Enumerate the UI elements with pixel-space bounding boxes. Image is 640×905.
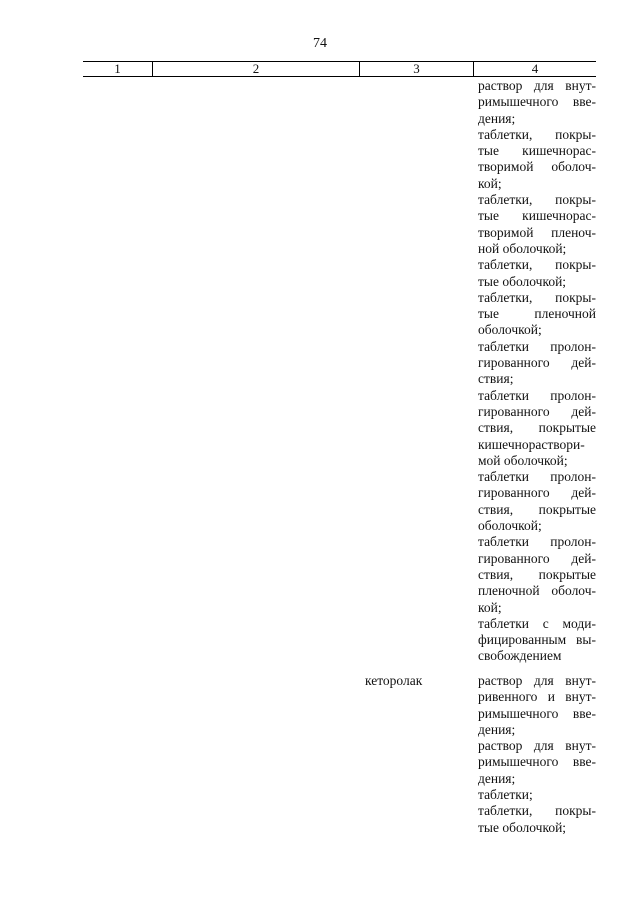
header-col-3: 3 [413, 61, 420, 76]
text-line: фицированным вы- [478, 632, 596, 648]
text-line: тые кишечнорас- [478, 208, 596, 224]
text-line: римышечного вве- [478, 754, 596, 770]
text-line: гированного дей- [478, 550, 596, 566]
text-line: таблетки пролон- [478, 338, 596, 354]
text-line: ствия, покрытые [478, 501, 596, 517]
text-line: гированного дей- [478, 403, 596, 419]
text-line: тые оболочкой; [478, 819, 567, 835]
ketorolac-dosage-forms [478, 673, 596, 836]
text-line: свобождением [478, 648, 562, 664]
text-line: таблетки; [478, 787, 533, 803]
text-line: ной оболочкой; [478, 240, 567, 256]
page-number: 74 [313, 36, 327, 51]
header-col-1: 1 [114, 61, 121, 76]
text-line: римышечного вве- [478, 94, 596, 110]
text-line: таблетки пролон- [478, 534, 596, 550]
text-line: тые оболочкой; [478, 273, 567, 289]
text-line: таблетки с моди- [478, 615, 596, 631]
header-col-2: 2 [252, 61, 260, 76]
text-line: таблетки, покры- [478, 192, 596, 208]
dosage-forms-block [478, 78, 596, 665]
text-line: раствор для внут- [478, 673, 596, 688]
table-header-row [83, 61, 596, 77]
text-line: ствия; [478, 371, 514, 387]
text-line: тые пленочной [478, 306, 596, 322]
text-line: творимой оболоч- [478, 159, 596, 175]
text-line: ривенного и внут- [478, 689, 596, 705]
text-line: раствор для внут- [478, 78, 596, 93]
text-line: кой; [478, 175, 502, 191]
text-line: ствия, покрытые [478, 566, 596, 582]
header-divider [152, 61, 153, 77]
text-line: тые кишечнорас- [478, 143, 596, 159]
text-line: ствия, покрытые [478, 420, 596, 436]
text-line: раствор для внут- [478, 738, 596, 754]
text-line: пленочной оболоч- [478, 583, 596, 599]
text-line: дения; [478, 110, 516, 126]
drug-name-ketorolac: кеторолак [365, 673, 423, 688]
text-line: дения; [478, 770, 516, 786]
text-line: дения; [478, 721, 516, 737]
text-line: творимой пленоч- [478, 224, 596, 240]
text-line: таблетки пролон- [478, 469, 596, 485]
text-line: кишечнораствори- [478, 436, 585, 452]
header-divider [359, 61, 360, 77]
text-line: таблетки, покры- [478, 257, 596, 273]
header-col-4: 4 [531, 61, 539, 76]
text-line: таблетки, покры- [478, 289, 596, 305]
text-line: римышечного вве- [478, 705, 596, 721]
text-line: кой; [478, 599, 502, 615]
text-line: таблетки, покры- [478, 126, 596, 142]
text-line: оболочкой; [478, 322, 542, 338]
text-line: мой оболочкой; [478, 452, 568, 468]
text-line: гированного дей- [478, 485, 596, 501]
text-line: оболочкой; [478, 518, 542, 534]
text-line: таблетки, покры- [478, 803, 596, 819]
text-line: гированного дей- [478, 355, 596, 371]
text-line: таблетки пролон- [478, 387, 596, 403]
header-divider [473, 61, 474, 77]
